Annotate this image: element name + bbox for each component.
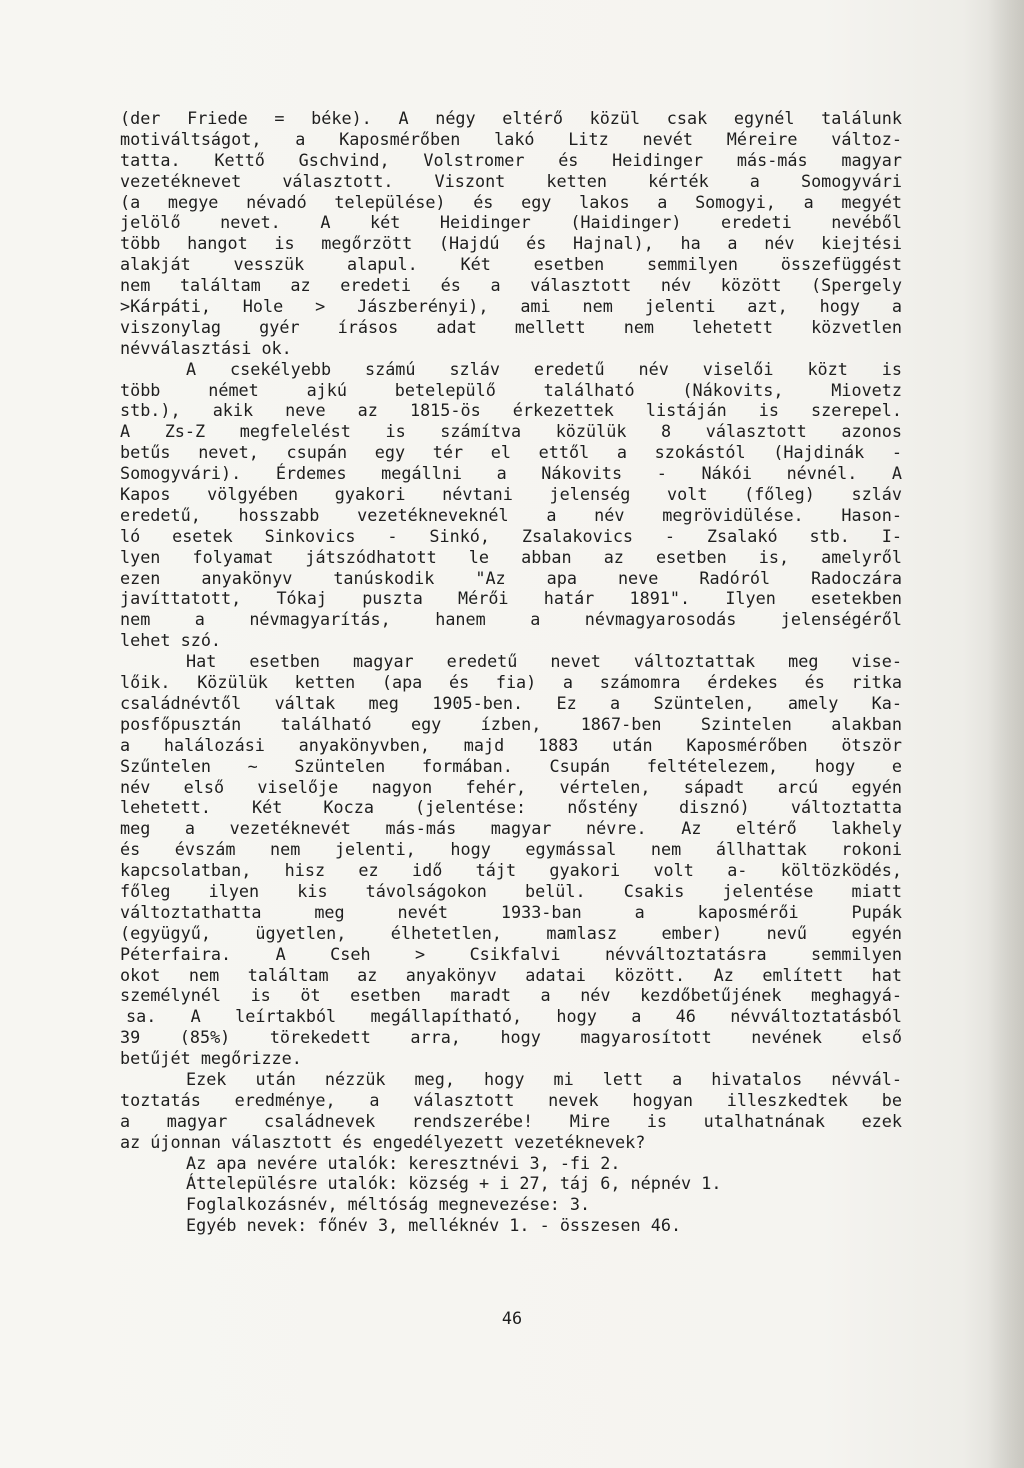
text-line: posfőpusztán található egy ízben, 1867-ben Szintelen alakban [120, 713, 902, 734]
text-line: nem találtam az eredeti és a választott név között (Spergely [120, 275, 902, 296]
text-line: betűs nevet, csupán egy tér el ettől a szokástól (Hajdinák - [120, 442, 902, 463]
text-line: javíttatott, Tókaj puszta Mérői határ 1891". Ilyen esetekben [120, 588, 902, 609]
text-line: A csekélyebb számú szláv eredetű név viselői közt is [186, 358, 902, 379]
text-line: >Kárpáti, Hole > Jászberényi), ami nem jelenti azt, hogy a [120, 296, 902, 317]
page-edge-shadow [988, 0, 1024, 1468]
text-line: lehet szó. [120, 630, 222, 651]
text-line: toztatás eredménye, a választott nevek hogyan illeszkedtek be [120, 1089, 902, 1110]
text-line: több hangot is megőrzött (Hajdú és Hajnal), ha a név kiejtési [120, 233, 902, 254]
text-line: A Zs-Z megfelelést is számítva közülük 8 választott azonos [120, 421, 902, 442]
text-line: Egyéb nevek: főnév 3, melléknév 1. - összesen 46. [186, 1215, 682, 1236]
text-line: 39 (85%) törekedett arra, hogy magyarosított nevének első [120, 1027, 902, 1048]
text-line: motiváltságot, a Kaposmérőben lakó Litz nevét Méreire változ- [120, 128, 902, 149]
text-line: lőik. Közülük ketten (apa és fia) a számomra érdekes és ritka [120, 672, 902, 693]
text-line: Foglalkozásnév, méltóság megnevezése: 3. [186, 1194, 591, 1215]
text-line: lyen folyamat játszódhatott le abban az esetben is, amelyről [120, 546, 902, 567]
text-line: a halálozási anyakönyvben, majd 1883 után Kaposmérőben ötször [120, 734, 902, 755]
text-line: családnévtől váltak meg 1905-ben. Ez a Szüntelen, amely Ka- [120, 692, 902, 713]
text-line: Áttelepülésre utalók: község + i 27, táj 6, népnév 1. [186, 1173, 722, 1194]
text-line: és évszám nem jelenti, hogy egymással nem állhattak rokoni [120, 839, 902, 860]
text-line: sa. A leírtakból megállapítható, hogy a 46 névváltoztatásból [126, 1006, 902, 1027]
text-line: Somogyvári). Érdemes megállni a Nákovits - Nákói névnél. A [120, 463, 902, 484]
text-line: változtathatta meg nevét 1933-ban a kaposmérői Pupák [120, 901, 902, 922]
text-line: ezen anyakönyv tanúskodik "Az apa neve Radóról Radoczára [120, 567, 902, 588]
text-line: személynél is öt esetben maradt a név kezdőbetűjének meghagyá- [120, 985, 902, 1006]
text-line: meg a vezetéknevét más-más magyar névre. Az eltérő lakhely [120, 818, 902, 839]
text-line: ló esetek Sinkovics - Sinkó, Zsalakovics - Zsalakó stb. I- [120, 525, 902, 546]
text-line: Péterfaira. A Cseh > Csikfalvi névváltoztatásra semmilyen [120, 943, 902, 964]
text-line: jelölő nevet. A két Heidinger (Haidinger) eredeti nevéből [120, 212, 902, 233]
text-line: Ezek után nézzük meg, hogy mi lett a hivatalos névvál- [186, 1068, 902, 1089]
text-line: Hat esetben magyar eredetű nevet változtattak meg vise- [186, 651, 902, 672]
text-line: stb.), akik neve az 1815-ös érkezettek listáján is szerepel. [120, 400, 902, 421]
body-text [120, 108, 902, 1236]
text-line: (együgyű, ügyetlen, élhetetlen, mamlasz ember) nevű egyén [120, 922, 902, 943]
text-line: Szűntelen ~ Szüntelen formában. Csupán feltételezem, hogy e [120, 755, 902, 776]
text-line: okot nem találtam az anyakönyv adatai között. Az említett hat [120, 964, 902, 985]
text-line: alakját vesszük alapul. Két esetben semmilyen összefüggést [120, 254, 902, 275]
text-line: több német ajkú betelepülő található (Nákovits, Miovetz [120, 379, 902, 400]
text-line: kapcsolatban, hisz ez idő tájt gyakori volt a- költözködés, [120, 860, 902, 881]
text-line: főleg ilyen kis távolságokon belül. Csakis jelentése miatt [120, 880, 902, 901]
text-line: a magyar családnevek rendszerébe! Mire is utalhatnának ezek [120, 1110, 902, 1131]
text-line: (a megye névadó települése) és egy lakos a Somogyi, a megyét [120, 191, 902, 212]
text-line: az újonnan választott és engedélyezett vezetéknevek? [120, 1131, 646, 1152]
text-line: tatta. Kettő Gschvind, Volstromer és Heidinger más-más magyar [120, 149, 902, 170]
page-number: 46 [501, 1308, 523, 1328]
text-line: (der Friede = béke). A négy eltérő közül csak egynél találunk [120, 108, 902, 128]
text-line: vezetéknevet választott. Viszont ketten kérték a Somogyvári [120, 170, 902, 191]
text-line: név első viselője nagyon fehér, vértelen, sápadt arcú egyén [120, 776, 902, 797]
text-line: lehetett. Két Kocza (jelentése: nőstény disznó) változtatta [120, 797, 902, 818]
text-line: eredetű, hosszabb vezetékneveknél a név megrövidülése. Hason- [120, 504, 902, 525]
text-line: nem a névmagyarítás, hanem a névmagyarosodás jelenségéről [120, 609, 902, 630]
text-line: Az apa nevére utalók: keresztnévi 3, -fi 2. [186, 1152, 621, 1173]
text-line: betűjét megőrizze. [120, 1048, 302, 1069]
text-line: névválasztási ok. [120, 337, 292, 358]
text-line: Kapos völgyében gyakori névtani jelenség volt (főleg) szláv [120, 484, 902, 505]
text-line: viszonylag gyér írásos adat mellett nem lehetett közvetlen [120, 316, 902, 337]
